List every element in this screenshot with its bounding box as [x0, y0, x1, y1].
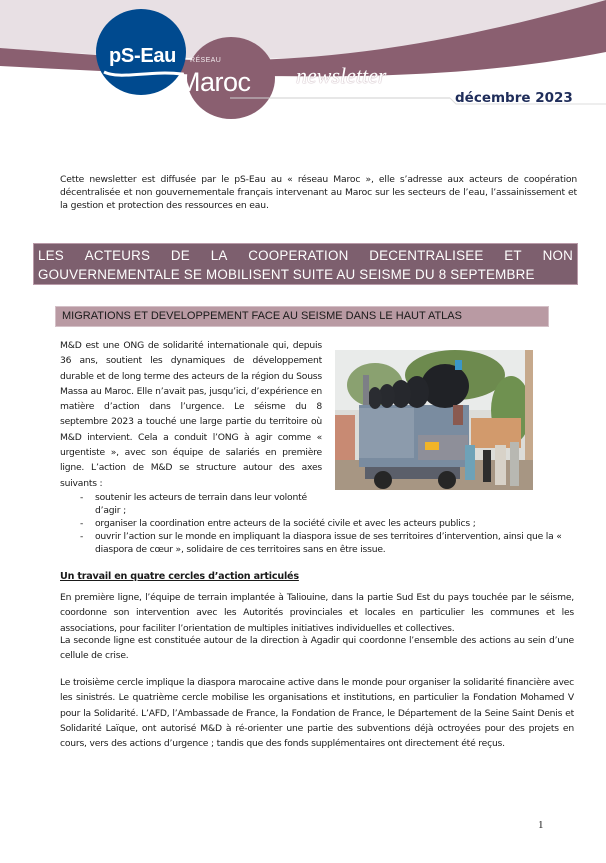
headline-word: NON [542, 248, 573, 263]
page-number: 1 [538, 819, 544, 831]
headline-word: DE [170, 248, 190, 263]
article-paragraph-2: En première ligne, l’équipe de terrain implantée à Taliouine, dans la partie Sud Est du pays touchée par le séisme, coordonne son intervention avec les Autorités provinciales et locales en particulier les communes et les associations, pour faciliter l’orientation de multiples initiatives individuelles et collectives. [60, 592, 574, 634]
intro-paragraph: Cette newsletter est diffusée par le pS-Eau au « réseau Maroc », elle s’adresse aux acteurs de coopération décentralisée et non gouvernementale français intervenant au Maroc sur les secteurs de l’eau, l’assainissement et la gestion et protection des ressources en eau. [60, 174, 577, 211]
headline-word: DECENTRALISEE [369, 248, 484, 263]
issue-date: décembre 2023 [455, 90, 573, 106]
list-item [60, 491, 580, 517]
photo-illustration [335, 350, 533, 490]
logo-maroc: Maroc [178, 67, 251, 97]
headline-word: ET [504, 248, 522, 263]
headline-word: COOPERATION [248, 248, 349, 263]
logo-pseau: pS-Eau [109, 45, 177, 67]
headline-word: ACTEURS [84, 248, 151, 263]
list-item [60, 530, 580, 556]
logo-reseau-label: RÉSEAU [190, 57, 222, 64]
bullet-marker: - [80, 531, 84, 542]
newsletter-header [0, 0, 606, 130]
list-item-text: soutenir les acteurs de terrain dans leur volonté d’agir ; [95, 492, 307, 516]
headline-word: LA [210, 248, 228, 263]
list-item [60, 517, 580, 530]
article-paragraph-1: M&D est une ONG de solidarité internationale qui, depuis 36 ans, soutient les dynamiques de développement durable et de long terme des acteurs de la région du Souss Massa au Maroc. Elle n’avait pas, jusqu’ici, d’expérience en matière d’action dans l’urgence. Le séisme du 8 septembre 2023 a touché une large partie du territoire où M&D intervient. Cela a conduit l’ONG à agir comme « urgentiste », avec son équipe de salariés en première ligne. L’action de M&D se structure autour des axes suivants : [60, 340, 322, 489]
headline-line-2: GOUVERNEMENTALE SE MOBILISENT SUITE AU SEISME DU 8 SEPTEMBRE [38, 267, 535, 282]
article-title-banner: MIGRATIONS ET DEVELOPPEMENT FACE AU SEISME DANS LE HAUT ATLAS [55, 306, 549, 327]
headline-word: LES [38, 248, 64, 263]
publication-title: newsletter [296, 63, 387, 88]
headline-line-1 [38, 246, 573, 265]
list-item-text: ouvrir l’action sur le monde en impliquant la diaspora issue de ses territoires d’intervention, ainsi que la « diaspora de cœur », solidaire de ces territoires sans en être issue. [95, 531, 562, 555]
section-subheading: Un travail en quatre cercles d’action articulés [60, 571, 299, 582]
main-headline-banner [33, 243, 578, 285]
article-paragraph-4: Le troisième cercle implique la diaspora marocaine active dans le monde pour organiser la solidarité financière avec les sinistrés. Le quatrième cercle mobilise les organisations et institutions, en particulier la Fondation Mohamed V pour la Solidarité. L’AFD, l’Ambassade de France, la Fondation de France, le Département de la Seine Saint Denis et Solidarité Laïque, ont autorisé M&D à ré-orienter une partie des subventions déjà octroyées pour des projets en cours, vers des actions d’urgence ; tandis que des fonds supplémentaires ont directement été reçus. [60, 677, 574, 750]
action-axes-list [60, 491, 580, 556]
list-item-text: organiser la coordination entre acteurs de la société civile et avec les acteurs publics ; [95, 518, 476, 529]
bullet-marker: - [80, 518, 84, 529]
article-photo-truck-water-tanks [335, 350, 533, 490]
article-paragraph-3: La seconde ligne est constituée autour de la direction à Agadir qui coordonne l’ensemble des actions au sein d’une cellule de crise. [60, 635, 574, 662]
bullet-marker: - [80, 492, 84, 503]
